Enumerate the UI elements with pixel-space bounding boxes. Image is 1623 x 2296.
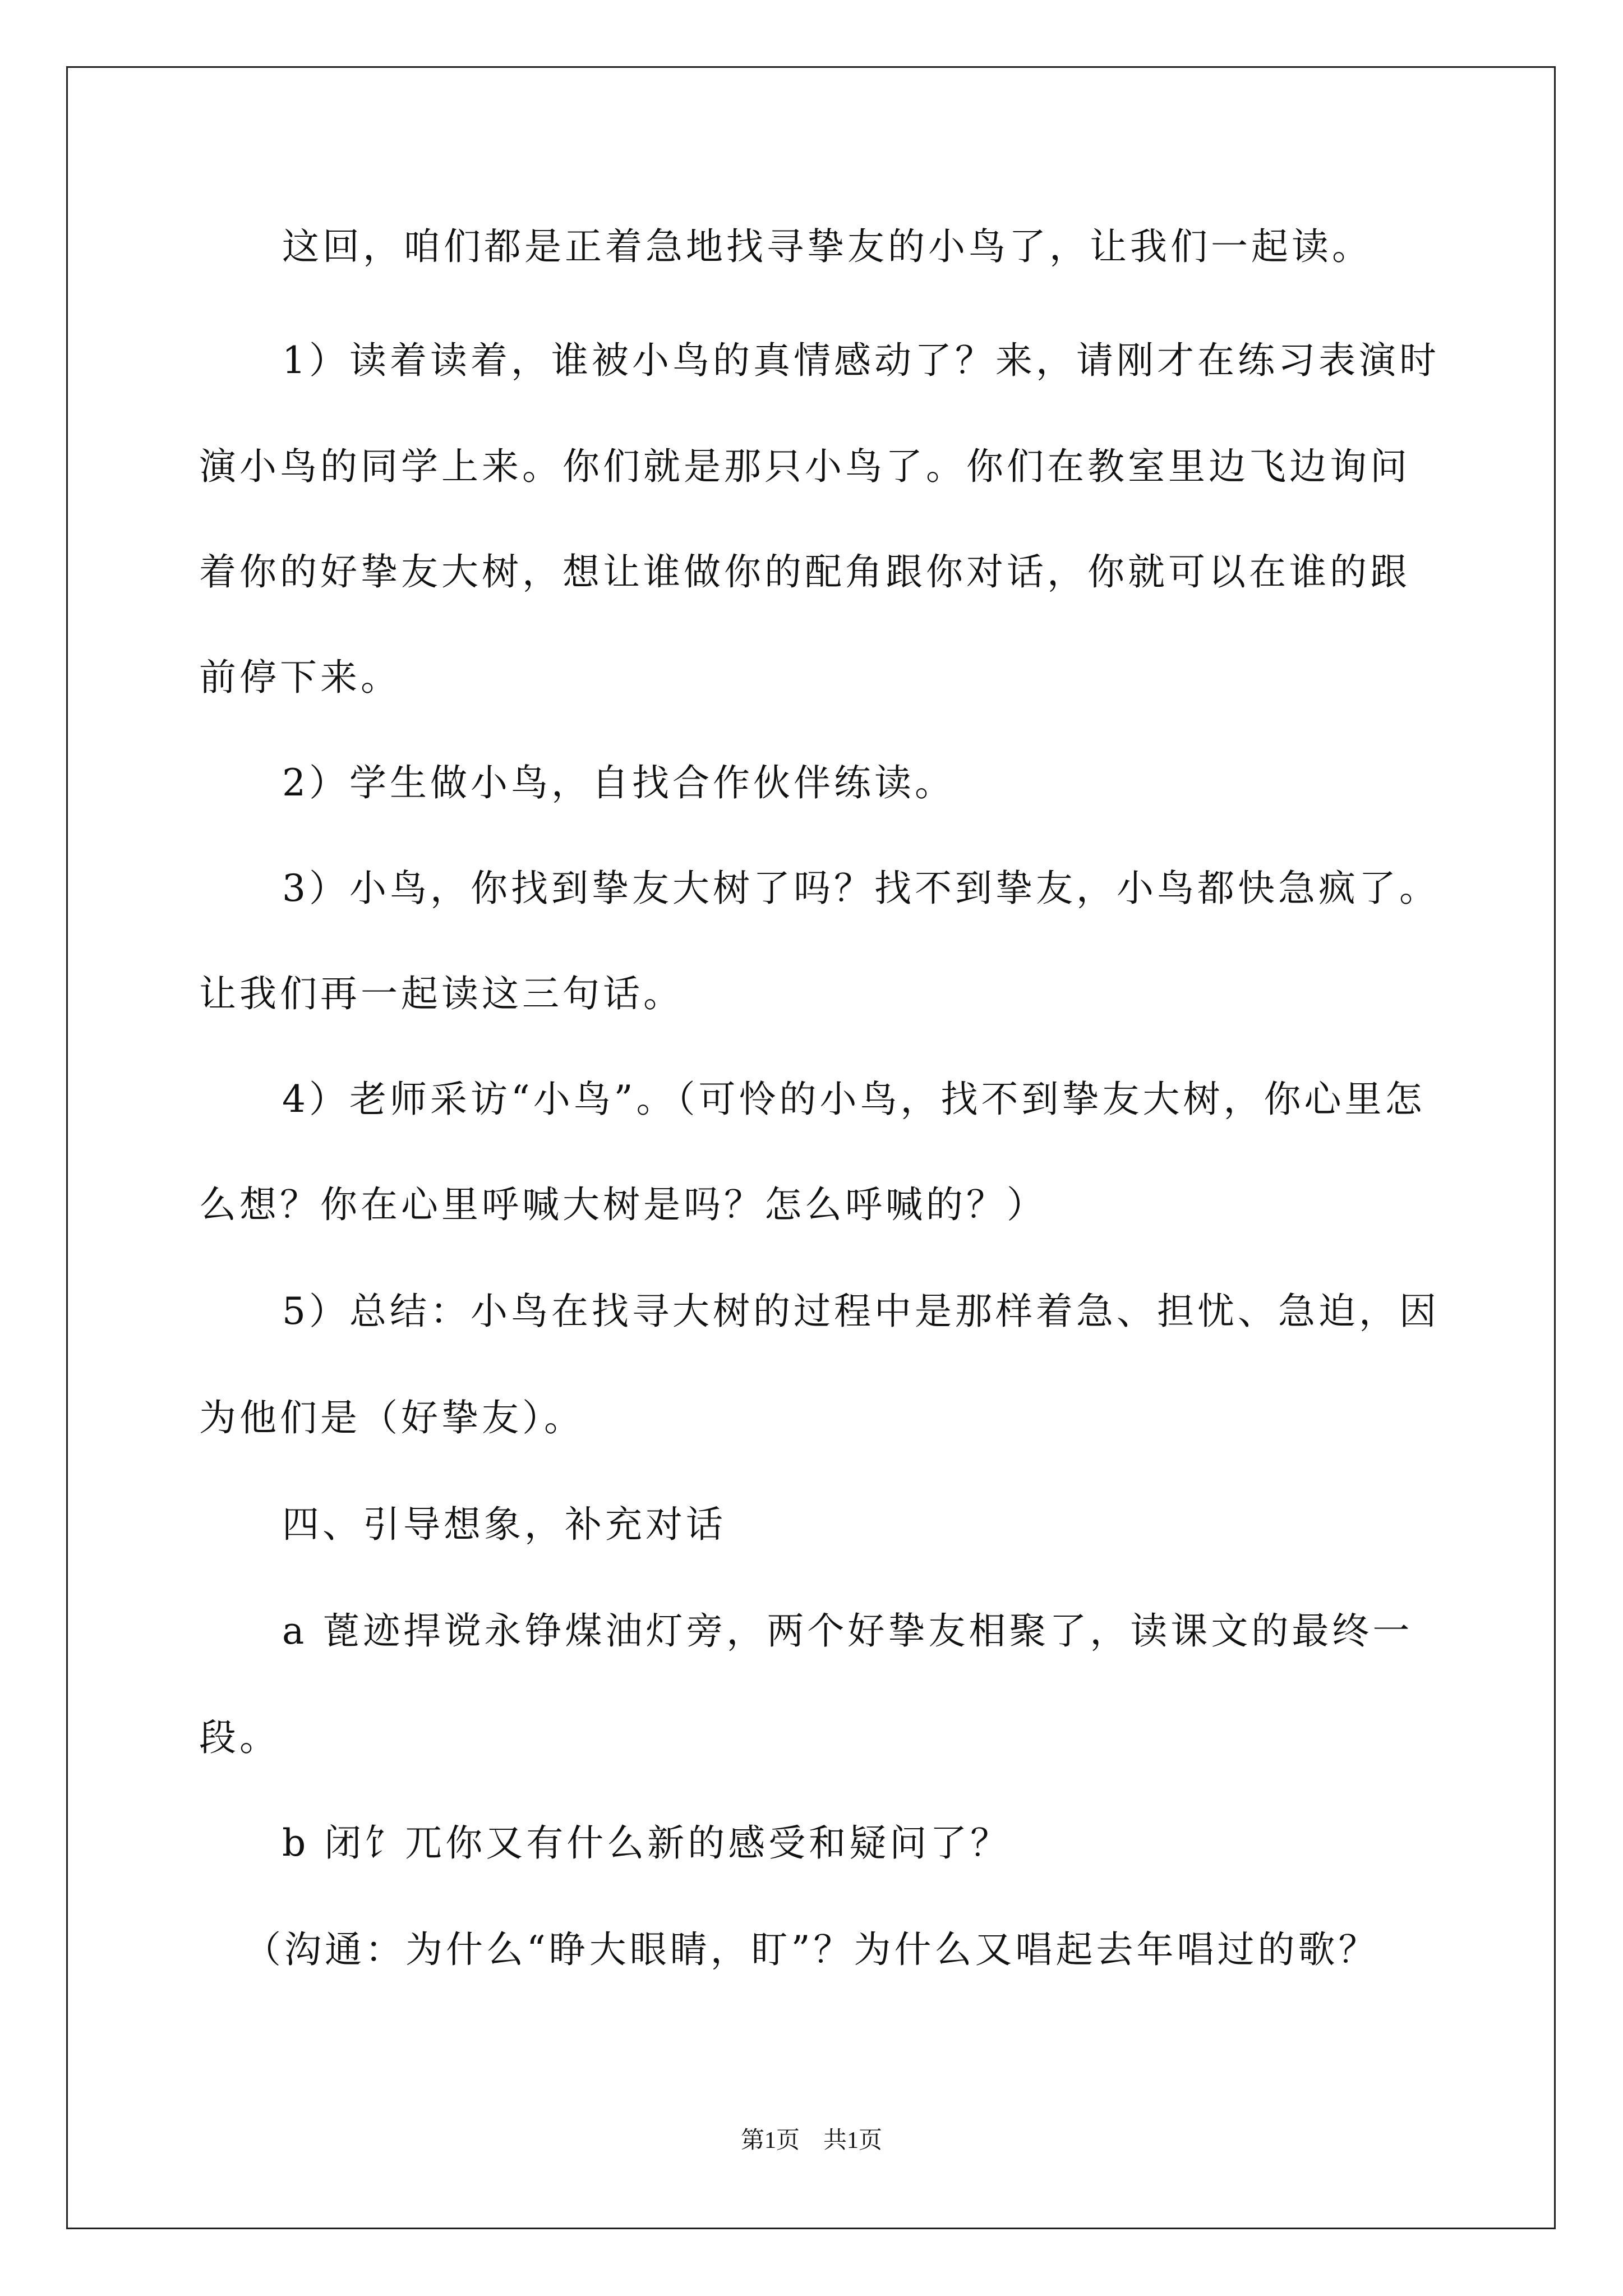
paragraph-line: 1）读着读着，谁被小鸟的真情感动了？来，请刚才在练习表演时 [282,339,1440,382]
paragraph-line: 让我们再一起读这三句话。 [199,972,684,1015]
paragraph-line: 前停下来。 [199,656,401,699]
paragraph-line: 么想？你在心里呼喊大树是吗？怎么呼喊的？） [199,1183,1047,1226]
paragraph-line: 这回，咱们都是正着急地找寻挚友的小鸟了，让我们一起读。 [282,225,1372,268]
page-number: 第1页 共1页 [740,2128,882,2154]
paragraph-line: b 闭饣兀你又有什么新的感受和疑问了？ [282,1821,1011,1865]
paragraph-line: 着你的好挚友大树，想让谁做你的配角跟你对话，你就可以在谁的跟 [199,550,1410,593]
page-border [66,66,1556,2229]
paragraph-line: 段。 [199,1716,280,1759]
paragraph-line: a 蓖迹捍谠永铮煤油灯旁，两个好挚友相聚了，读课文的最终一 [282,1609,1413,1653]
paragraph-line: （沟通：为什么“睁大眼睛，盯”？为什么又唱起去年唱过的歌？ [244,1928,1379,1971]
section-heading: 四、引导想象，补充对话 [282,1503,726,1546]
paragraph-line: 演小鸟的同学上来。你们就是那只小鸟了。你们在教室里边飞边询问 [199,445,1410,488]
paragraph-line: 为他们是（好挚友）。 [199,1396,584,1439]
paragraph-line: 2）学生做小鸟，自找合作伙伴练读。 [282,761,955,804]
paragraph-line: 4）老师采访“小鸟”。（可怜的小鸟，找不到挚友大树，你心里怎 [282,1078,1426,1121]
paragraph-line: 3）小鸟，你找到挚友大树了吗？找不到挚友，小鸟都快急疯了。 [282,867,1440,910]
paragraph-line: 5）总结：小鸟在找寻大树的过程中是那样着急、担忧、急迫，因 [282,1290,1440,1333]
